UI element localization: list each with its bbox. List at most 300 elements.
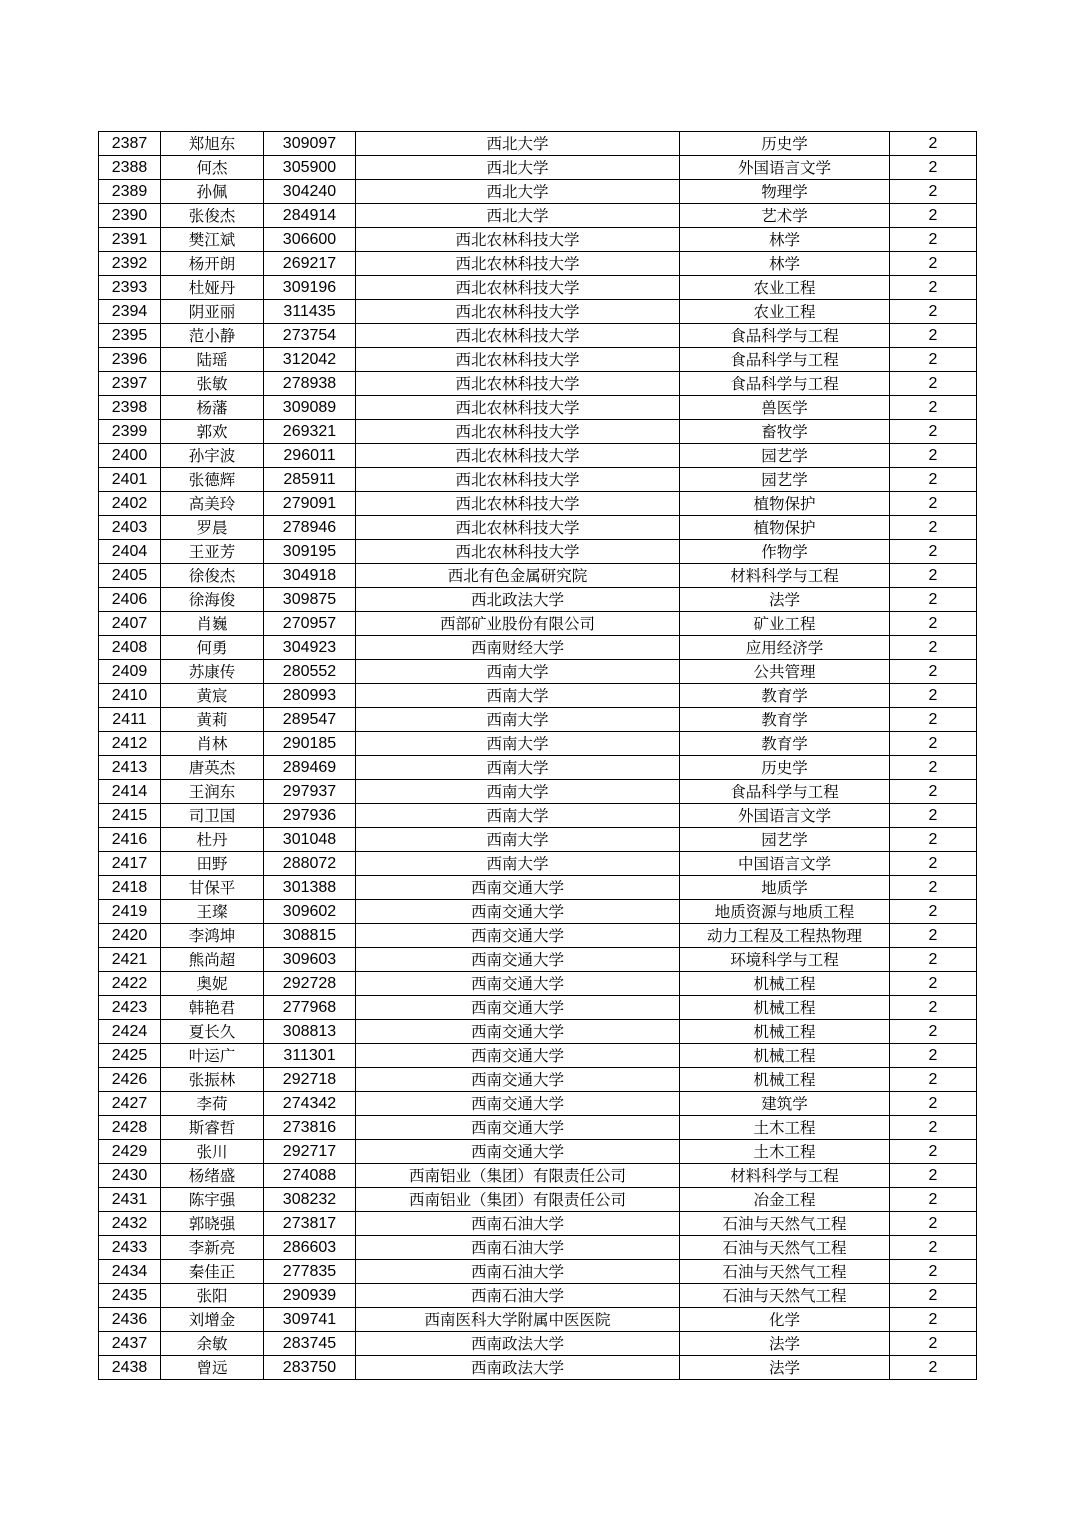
institution-cell: 西北农林科技大学: [356, 420, 680, 444]
count-cell: 2: [890, 660, 977, 684]
count-cell: 2: [890, 1212, 977, 1236]
count-cell: 2: [890, 756, 977, 780]
id-number-cell: 273754: [264, 324, 356, 348]
discipline-cell: 机械工程: [680, 1020, 890, 1044]
table-row: [99, 228, 977, 252]
table-row: [99, 972, 977, 996]
serial-number-cell: 2432: [99, 1212, 161, 1236]
id-number-cell: 288072: [264, 852, 356, 876]
discipline-cell: 外国语言文学: [680, 156, 890, 180]
serial-number-cell: 2421: [99, 948, 161, 972]
id-number-cell: 306600: [264, 228, 356, 252]
count-cell: 2: [890, 444, 977, 468]
discipline-cell: 物理学: [680, 180, 890, 204]
serial-number-cell: 2407: [99, 612, 161, 636]
table-row: [99, 1260, 977, 1284]
serial-number-cell: 2393: [99, 276, 161, 300]
table-row: [99, 1116, 977, 1140]
table-row: [99, 1212, 977, 1236]
discipline-cell: 法学: [680, 1356, 890, 1380]
name-cell: 阴亚丽: [161, 300, 264, 324]
count-cell: 2: [890, 348, 977, 372]
institution-cell: 西南医科大学附属中医医院: [356, 1308, 680, 1332]
count-cell: 2: [890, 396, 977, 420]
serial-number-cell: 2406: [99, 588, 161, 612]
serial-number-cell: 2429: [99, 1140, 161, 1164]
discipline-cell: 历史学: [680, 132, 890, 156]
id-number-cell: 269217: [264, 252, 356, 276]
serial-number-cell: 2438: [99, 1356, 161, 1380]
discipline-cell: 教育学: [680, 708, 890, 732]
table-row: [99, 924, 977, 948]
table-row: [99, 1164, 977, 1188]
table-row: [99, 684, 977, 708]
count-cell: 2: [890, 1164, 977, 1188]
id-number-cell: 273816: [264, 1116, 356, 1140]
institution-cell: 西南大学: [356, 756, 680, 780]
serial-number-cell: 2404: [99, 540, 161, 564]
id-number-cell: 309195: [264, 540, 356, 564]
serial-number-cell: 2419: [99, 900, 161, 924]
id-number-cell: 309196: [264, 276, 356, 300]
id-number-cell: 308815: [264, 924, 356, 948]
discipline-cell: 应用经济学: [680, 636, 890, 660]
table-row: [99, 708, 977, 732]
id-number-cell: 308813: [264, 1020, 356, 1044]
discipline-cell: 园艺学: [680, 828, 890, 852]
id-number-cell: 304918: [264, 564, 356, 588]
name-cell: 田野: [161, 852, 264, 876]
table-row: [99, 948, 977, 972]
discipline-cell: 石油与天然气工程: [680, 1212, 890, 1236]
name-cell: 肖林: [161, 732, 264, 756]
count-cell: 2: [890, 1068, 977, 1092]
table-row: [99, 780, 977, 804]
name-cell: 肖巍: [161, 612, 264, 636]
table-row: [99, 396, 977, 420]
discipline-cell: 艺术学: [680, 204, 890, 228]
name-cell: 张振林: [161, 1068, 264, 1092]
name-cell: 熊尚超: [161, 948, 264, 972]
name-cell: 唐英杰: [161, 756, 264, 780]
count-cell: 2: [890, 732, 977, 756]
institution-cell: 西北农林科技大学: [356, 492, 680, 516]
name-cell: 王亚芳: [161, 540, 264, 564]
count-cell: 2: [890, 1332, 977, 1356]
table-row: [99, 156, 977, 180]
name-cell: 甘保平: [161, 876, 264, 900]
discipline-cell: 中国语言文学: [680, 852, 890, 876]
institution-cell: 西南大学: [356, 780, 680, 804]
discipline-cell: 畜牧学: [680, 420, 890, 444]
id-number-cell: 297936: [264, 804, 356, 828]
serial-number-cell: 2418: [99, 876, 161, 900]
table-row: [99, 1068, 977, 1092]
serial-number-cell: 2395: [99, 324, 161, 348]
serial-number-cell: 2394: [99, 300, 161, 324]
count-cell: 2: [890, 492, 977, 516]
id-number-cell: 292718: [264, 1068, 356, 1092]
table-row: [99, 900, 977, 924]
discipline-cell: 地质学: [680, 876, 890, 900]
table-row: [99, 1356, 977, 1380]
id-number-cell: 311435: [264, 300, 356, 324]
institution-cell: 西北农林科技大学: [356, 540, 680, 564]
count-cell: 2: [890, 612, 977, 636]
id-number-cell: 286603: [264, 1236, 356, 1260]
count-cell: 2: [890, 252, 977, 276]
serial-number-cell: 2390: [99, 204, 161, 228]
count-cell: 2: [890, 828, 977, 852]
id-number-cell: 273817: [264, 1212, 356, 1236]
institution-cell: 西南交通大学: [356, 972, 680, 996]
count-cell: 2: [890, 204, 977, 228]
table-row: [99, 492, 977, 516]
institution-cell: 西北农林科技大学: [356, 444, 680, 468]
discipline-cell: 土木工程: [680, 1140, 890, 1164]
name-cell: 杨开朗: [161, 252, 264, 276]
institution-cell: 西南铝业（集团）有限责任公司: [356, 1188, 680, 1212]
name-cell: 孙佩: [161, 180, 264, 204]
id-number-cell: 304923: [264, 636, 356, 660]
serial-number-cell: 2413: [99, 756, 161, 780]
name-cell: 杜娅丹: [161, 276, 264, 300]
discipline-cell: 教育学: [680, 732, 890, 756]
discipline-cell: 机械工程: [680, 996, 890, 1020]
name-cell: 何勇: [161, 636, 264, 660]
id-number-cell: 312042: [264, 348, 356, 372]
institution-cell: 西北农林科技大学: [356, 516, 680, 540]
table-row: [99, 468, 977, 492]
count-cell: 2: [890, 156, 977, 180]
serial-number-cell: 2405: [99, 564, 161, 588]
roster-table-body: [99, 132, 977, 1380]
table-row: [99, 876, 977, 900]
table-row: [99, 612, 977, 636]
name-cell: 王璨: [161, 900, 264, 924]
count-cell: 2: [890, 372, 977, 396]
id-number-cell: 283750: [264, 1356, 356, 1380]
serial-number-cell: 2402: [99, 492, 161, 516]
serial-number-cell: 2388: [99, 156, 161, 180]
name-cell: 余敏: [161, 1332, 264, 1356]
serial-number-cell: 2398: [99, 396, 161, 420]
count-cell: 2: [890, 636, 977, 660]
discipline-cell: 机械工程: [680, 1044, 890, 1068]
serial-number-cell: 2412: [99, 732, 161, 756]
name-cell: 郭晓强: [161, 1212, 264, 1236]
table-row: [99, 1188, 977, 1212]
id-number-cell: 274342: [264, 1092, 356, 1116]
count-cell: 2: [890, 132, 977, 156]
id-number-cell: 285911: [264, 468, 356, 492]
discipline-cell: 教育学: [680, 684, 890, 708]
id-number-cell: 301048: [264, 828, 356, 852]
serial-number-cell: 2396: [99, 348, 161, 372]
count-cell: 2: [890, 588, 977, 612]
institution-cell: 西北农林科技大学: [356, 324, 680, 348]
name-cell: 樊江斌: [161, 228, 264, 252]
name-cell: 郑旭东: [161, 132, 264, 156]
institution-cell: 西北政法大学: [356, 588, 680, 612]
institution-cell: 西南铝业（集团）有限责任公司: [356, 1164, 680, 1188]
institution-cell: 西部矿业股份有限公司: [356, 612, 680, 636]
count-cell: 2: [890, 972, 977, 996]
serial-number-cell: 2392: [99, 252, 161, 276]
table-row: [99, 1020, 977, 1044]
institution-cell: 西北大学: [356, 204, 680, 228]
count-cell: 2: [890, 540, 977, 564]
discipline-cell: 材料科学与工程: [680, 564, 890, 588]
id-number-cell: 284914: [264, 204, 356, 228]
id-number-cell: 305900: [264, 156, 356, 180]
institution-cell: 西南财经大学: [356, 636, 680, 660]
id-number-cell: 283745: [264, 1332, 356, 1356]
discipline-cell: 园艺学: [680, 468, 890, 492]
count-cell: 2: [890, 996, 977, 1020]
name-cell: 范小静: [161, 324, 264, 348]
institution-cell: 西南大学: [356, 708, 680, 732]
id-number-cell: 301388: [264, 876, 356, 900]
count-cell: 2: [890, 1020, 977, 1044]
table-row: [99, 564, 977, 588]
name-cell: 张川: [161, 1140, 264, 1164]
count-cell: 2: [890, 948, 977, 972]
table-row: [99, 1092, 977, 1116]
count-cell: 2: [890, 900, 977, 924]
name-cell: 杨绪盛: [161, 1164, 264, 1188]
institution-cell: 西南政法大学: [356, 1356, 680, 1380]
name-cell: 张敏: [161, 372, 264, 396]
name-cell: 秦佳正: [161, 1260, 264, 1284]
table-row: [99, 276, 977, 300]
id-number-cell: 289547: [264, 708, 356, 732]
discipline-cell: 动力工程及工程热物理: [680, 924, 890, 948]
serial-number-cell: 2415: [99, 804, 161, 828]
count-cell: 2: [890, 180, 977, 204]
count-cell: 2: [890, 468, 977, 492]
id-number-cell: 278938: [264, 372, 356, 396]
table-row: [99, 444, 977, 468]
discipline-cell: 土木工程: [680, 1116, 890, 1140]
name-cell: 徐俊杰: [161, 564, 264, 588]
serial-number-cell: 2403: [99, 516, 161, 540]
id-number-cell: 309603: [264, 948, 356, 972]
table-row: [99, 1332, 977, 1356]
institution-cell: 西北农林科技大学: [356, 372, 680, 396]
discipline-cell: 林学: [680, 228, 890, 252]
count-cell: 2: [890, 1260, 977, 1284]
table-row: [99, 540, 977, 564]
id-number-cell: 292728: [264, 972, 356, 996]
serial-number-cell: 2414: [99, 780, 161, 804]
serial-number-cell: 2401: [99, 468, 161, 492]
name-cell: 李鸿坤: [161, 924, 264, 948]
serial-number-cell: 2430: [99, 1164, 161, 1188]
table-row: [99, 372, 977, 396]
institution-cell: 西南交通大学: [356, 996, 680, 1020]
table-row: [99, 1308, 977, 1332]
count-cell: 2: [890, 1188, 977, 1212]
discipline-cell: 植物保护: [680, 516, 890, 540]
id-number-cell: 290939: [264, 1284, 356, 1308]
id-number-cell: 274088: [264, 1164, 356, 1188]
serial-number-cell: 2417: [99, 852, 161, 876]
name-cell: 斯睿哲: [161, 1116, 264, 1140]
serial-number-cell: 2434: [99, 1260, 161, 1284]
id-number-cell: 270957: [264, 612, 356, 636]
name-cell: 陆瑶: [161, 348, 264, 372]
institution-cell: 西南石油大学: [356, 1260, 680, 1284]
serial-number-cell: 2410: [99, 684, 161, 708]
table-row: [99, 348, 977, 372]
table-row: [99, 996, 977, 1020]
count-cell: 2: [890, 708, 977, 732]
table-row: [99, 420, 977, 444]
count-cell: 2: [890, 300, 977, 324]
count-cell: 2: [890, 516, 977, 540]
count-cell: 2: [890, 804, 977, 828]
discipline-cell: 石油与天然气工程: [680, 1260, 890, 1284]
serial-number-cell: 2397: [99, 372, 161, 396]
id-number-cell: 277835: [264, 1260, 356, 1284]
discipline-cell: 公共管理: [680, 660, 890, 684]
count-cell: 2: [890, 1284, 977, 1308]
name-cell: 曾远: [161, 1356, 264, 1380]
institution-cell: 西南交通大学: [356, 1116, 680, 1140]
discipline-cell: 食品科学与工程: [680, 372, 890, 396]
institution-cell: 西南交通大学: [356, 1068, 680, 1092]
institution-cell: 西南交通大学: [356, 1092, 680, 1116]
name-cell: 李荷: [161, 1092, 264, 1116]
discipline-cell: 历史学: [680, 756, 890, 780]
name-cell: 高美玲: [161, 492, 264, 516]
institution-cell: 西南大学: [356, 828, 680, 852]
serial-number-cell: 2423: [99, 996, 161, 1020]
institution-cell: 西南大学: [356, 804, 680, 828]
table-row: [99, 804, 977, 828]
name-cell: 杜丹: [161, 828, 264, 852]
count-cell: 2: [890, 852, 977, 876]
serial-number-cell: 2437: [99, 1332, 161, 1356]
count-cell: 2: [890, 1356, 977, 1380]
id-number-cell: 280552: [264, 660, 356, 684]
id-number-cell: 292717: [264, 1140, 356, 1164]
serial-number-cell: 2422: [99, 972, 161, 996]
table-row: [99, 204, 977, 228]
count-cell: 2: [890, 876, 977, 900]
discipline-cell: 农业工程: [680, 300, 890, 324]
name-cell: 张德辉: [161, 468, 264, 492]
name-cell: 孙宇波: [161, 444, 264, 468]
name-cell: 奥妮: [161, 972, 264, 996]
id-number-cell: 280993: [264, 684, 356, 708]
institution-cell: 西北大学: [356, 132, 680, 156]
table-row: [99, 636, 977, 660]
serial-number-cell: 2433: [99, 1236, 161, 1260]
institution-cell: 西南交通大学: [356, 876, 680, 900]
serial-number-cell: 2408: [99, 636, 161, 660]
institution-cell: 西南石油大学: [356, 1236, 680, 1260]
table-row: [99, 180, 977, 204]
name-cell: 叶运广: [161, 1044, 264, 1068]
institution-cell: 西南大学: [356, 852, 680, 876]
serial-number-cell: 2420: [99, 924, 161, 948]
serial-number-cell: 2409: [99, 660, 161, 684]
name-cell: 司卫国: [161, 804, 264, 828]
discipline-cell: 建筑学: [680, 1092, 890, 1116]
discipline-cell: 材料科学与工程: [680, 1164, 890, 1188]
name-cell: 刘增金: [161, 1308, 264, 1332]
id-number-cell: 279091: [264, 492, 356, 516]
name-cell: 王润东: [161, 780, 264, 804]
table-row: [99, 1044, 977, 1068]
table-row: [99, 852, 977, 876]
institution-cell: 西南石油大学: [356, 1212, 680, 1236]
serial-number-cell: 2427: [99, 1092, 161, 1116]
serial-number-cell: 2416: [99, 828, 161, 852]
name-cell: 何杰: [161, 156, 264, 180]
institution-cell: 西北农林科技大学: [356, 468, 680, 492]
institution-cell: 西南交通大学: [356, 1044, 680, 1068]
count-cell: 2: [890, 1236, 977, 1260]
institution-cell: 西南石油大学: [356, 1284, 680, 1308]
discipline-cell: 园艺学: [680, 444, 890, 468]
institution-cell: 西南交通大学: [356, 1140, 680, 1164]
name-cell: 陈宇强: [161, 1188, 264, 1212]
name-cell: 苏康传: [161, 660, 264, 684]
table-row: [99, 516, 977, 540]
table-row: [99, 324, 977, 348]
count-cell: 2: [890, 684, 977, 708]
count-cell: 2: [890, 564, 977, 588]
id-number-cell: 309875: [264, 588, 356, 612]
name-cell: 郭欢: [161, 420, 264, 444]
name-cell: 黄宸: [161, 684, 264, 708]
institution-cell: 西南交通大学: [356, 900, 680, 924]
id-number-cell: 308232: [264, 1188, 356, 1212]
serial-number-cell: 2391: [99, 228, 161, 252]
institution-cell: 西北农林科技大学: [356, 396, 680, 420]
institution-cell: 西北大学: [356, 156, 680, 180]
count-cell: 2: [890, 228, 977, 252]
name-cell: 韩艳君: [161, 996, 264, 1020]
count-cell: 2: [890, 1044, 977, 1068]
name-cell: 黄莉: [161, 708, 264, 732]
serial-number-cell: 2387: [99, 132, 161, 156]
institution-cell: 西北有色金属研究院: [356, 564, 680, 588]
count-cell: 2: [890, 276, 977, 300]
discipline-cell: 机械工程: [680, 1068, 890, 1092]
serial-number-cell: 2431: [99, 1188, 161, 1212]
name-cell: 徐海俊: [161, 588, 264, 612]
name-cell: 张阳: [161, 1284, 264, 1308]
id-number-cell: 296011: [264, 444, 356, 468]
serial-number-cell: 2428: [99, 1116, 161, 1140]
table-row: [99, 732, 977, 756]
id-number-cell: 311301: [264, 1044, 356, 1068]
discipline-cell: 外国语言文学: [680, 804, 890, 828]
table-row: [99, 300, 977, 324]
serial-number-cell: 2435: [99, 1284, 161, 1308]
discipline-cell: 地质资源与地质工程: [680, 900, 890, 924]
institution-cell: 西北农林科技大学: [356, 276, 680, 300]
count-cell: 2: [890, 780, 977, 804]
serial-number-cell: 2425: [99, 1044, 161, 1068]
name-cell: 张俊杰: [161, 204, 264, 228]
count-cell: 2: [890, 324, 977, 348]
serial-number-cell: 2411: [99, 708, 161, 732]
